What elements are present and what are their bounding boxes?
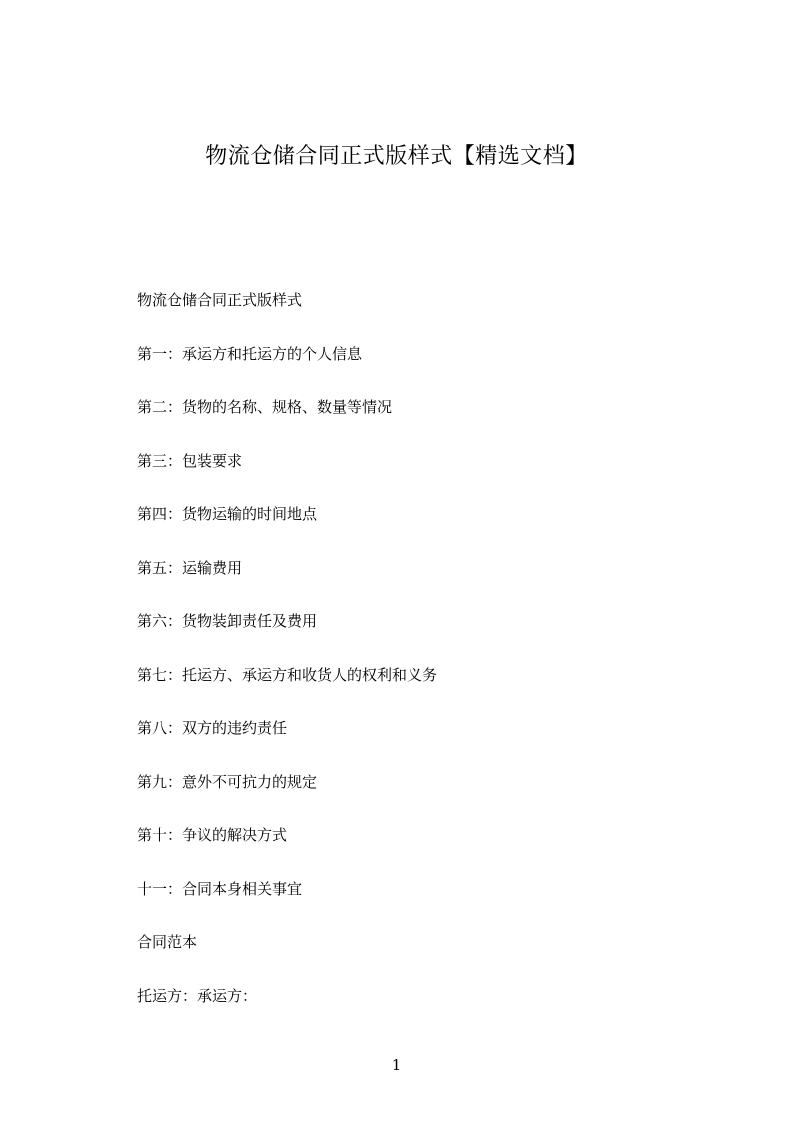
body-line: 十一：合同本身相关事宜: [137, 879, 303, 898]
body-line: 第九：意外不可抗力的规定: [137, 772, 318, 791]
body-line: 第七：托运方、承运方和收货人的权利和义务: [137, 665, 438, 684]
body-line: 合同范本: [137, 933, 198, 951]
body-line: 第四：货物运输的时间地点: [137, 505, 318, 523]
body-line: 第六：货物装卸责任及费用: [137, 612, 318, 630]
body-line: 第一：承运方和托运方的个人信息: [137, 344, 363, 363]
body-line: 第八：双方的违约责任: [137, 719, 288, 737]
body-line: 第二：货物的名称、规格、数量等情况: [137, 398, 393, 416]
body-line: 托运方：承运方：: [137, 986, 258, 1005]
body-line: 第三：包装要求: [137, 451, 243, 470]
page-number: 1: [391, 1056, 402, 1074]
body-line: 第五：运输费用: [137, 558, 243, 577]
body-line: 第十：争议的解决方式: [137, 826, 288, 844]
document-title: 物流仓储合同正式版样式【精选文档】: [205, 144, 588, 169]
body-line: 物流仓储合同正式版样式: [137, 291, 303, 309]
document-body: [137, 289, 697, 1038]
